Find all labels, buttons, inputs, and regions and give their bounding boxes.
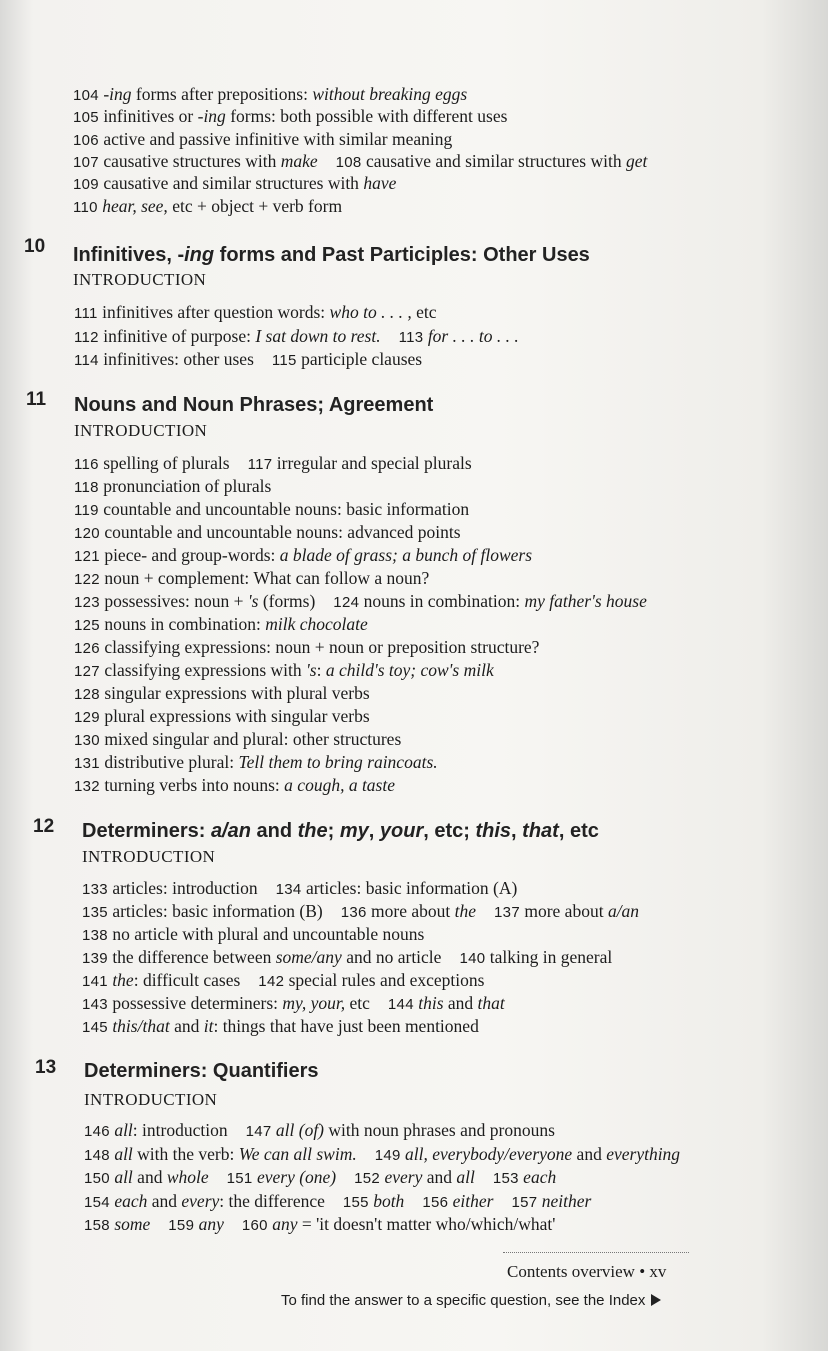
entry-number: 147 <box>245 1123 272 1140</box>
entry-text: countable and uncountable nouns: basic information <box>98 499 470 519</box>
entry-number: 135 <box>82 904 108 921</box>
entry-number: 105 <box>73 109 99 127</box>
entry-text: etc <box>411 302 437 322</box>
entry-number: 120 <box>74 525 100 542</box>
entry-italic-text: the <box>454 901 477 921</box>
entry-text: causative and similar structures with <box>361 150 626 171</box>
entry-text: plural expressions with singular verbs <box>99 706 370 726</box>
contents-entry <box>73 173 396 195</box>
contents-entry <box>74 545 532 567</box>
entry-text: infinitives after question words: <box>97 302 330 322</box>
contents-entry <box>82 901 639 923</box>
right-triangle-icon <box>651 1294 661 1306</box>
entry-number: 108 <box>335 153 362 171</box>
contents-entry <box>82 1016 479 1038</box>
entry-number: 113 <box>398 328 424 346</box>
contents-entry <box>82 924 424 946</box>
entry-text: and <box>443 993 478 1013</box>
entry-text: spelling of plurals <box>98 453 230 473</box>
entry-text: : difficult cases <box>133 970 241 990</box>
entry-number: 133 <box>82 881 108 898</box>
entry-text: special rules and exceptions <box>284 970 485 990</box>
entry-text: active and passive infinitive with similar meaning <box>98 128 453 149</box>
entry-number: 138 <box>82 927 108 944</box>
contents-entry <box>74 326 519 348</box>
entry-number: 132 <box>74 778 100 795</box>
entry-number: 149 <box>374 1146 401 1164</box>
chapter-title: Determiners: a/an and the; my, your, etc; this, that, etc <box>82 820 599 842</box>
contents-entry <box>74 499 469 521</box>
contents-entry <box>84 1120 555 1142</box>
contents-entry <box>73 84 467 106</box>
entry-text: noun + complement: What can follow a noun? <box>99 568 430 588</box>
contents-entry <box>84 1214 555 1236</box>
entry-italic-text: every <box>384 1167 423 1187</box>
entry-number: 131 <box>74 755 100 772</box>
entry-italic-text: without breaking eggs <box>312 84 468 104</box>
contents-entry <box>73 151 647 173</box>
entry-number: 118 <box>74 479 99 496</box>
entry-text: : the difference <box>219 1190 325 1211</box>
entry-text: nouns in combination: <box>99 614 266 634</box>
entry-number: 146 <box>84 1123 110 1140</box>
entry-number: 106 <box>73 131 99 149</box>
entry-text: (forms) <box>258 591 316 611</box>
contents-entry <box>82 993 505 1015</box>
entry-italic-text: We can all swim. <box>238 1143 357 1164</box>
entry-italic-text: either <box>452 1190 494 1211</box>
chapter-number: 11 <box>26 389 47 410</box>
contents-entry <box>74 522 461 544</box>
entry-number: 123 <box>74 594 100 611</box>
entry-italic-text: ing <box>109 84 132 104</box>
entry-number: 154 <box>84 1193 110 1211</box>
entry-italic-text: my, your, <box>282 993 346 1013</box>
entry-text: articles: introduction <box>107 878 258 898</box>
entry-text: = 'it doesn't matter who/which/what' <box>297 1214 556 1234</box>
entry-text: with noun phrases and pronouns <box>324 1120 555 1140</box>
contents-entry <box>73 129 452 151</box>
contents-entry <box>84 1191 591 1213</box>
entry-italic-text: for . . . to . . . <box>423 325 519 346</box>
entry-italic-text: who to . . . , <box>329 302 412 322</box>
entry-number: 124 <box>333 594 360 611</box>
entry-number: 134 <box>275 881 302 898</box>
entry-text: : <box>316 660 326 680</box>
entry-italic-text: both <box>373 1190 405 1211</box>
entry-number: 117 <box>247 456 273 473</box>
index-hint-text: To find the answer to a specific question, see the Index <box>281 1292 646 1309</box>
introduction-label: INTRODUCTION <box>82 847 216 866</box>
entry-number: 158 <box>84 1217 110 1234</box>
entry-number: 110 <box>73 198 98 216</box>
chapter-title: Nouns and Noun Phrases; Agreement <box>74 394 434 416</box>
entry-text: and <box>147 1190 182 1211</box>
entry-italic-text: a cough, a taste <box>284 775 395 795</box>
entry-italic-text: some/any <box>275 947 342 967</box>
entry-text: countable and uncountable nouns: advanced points <box>99 522 461 542</box>
entry-text: nouns in combination: <box>359 591 525 611</box>
introduction-label: INTRODUCTION <box>74 421 208 440</box>
entry-number: 107 <box>73 153 99 171</box>
entry-italic-text: some <box>114 1214 151 1234</box>
entry-italic-text: all <box>114 1143 133 1164</box>
entry-number: 130 <box>74 732 100 749</box>
entry-text: causative structures with <box>98 150 281 171</box>
entry-number: 111 <box>74 305 98 322</box>
contents-entry <box>82 878 517 900</box>
contents-entry <box>74 349 422 371</box>
entry-text: and <box>169 1016 204 1036</box>
entry-italic-text: each <box>523 1167 557 1187</box>
entry-text: - <box>98 84 110 104</box>
contents-entry <box>74 476 271 498</box>
entry-text: and no article <box>341 947 442 967</box>
entry-text: participle clauses <box>296 349 423 369</box>
contents-entry <box>82 970 484 992</box>
contents-entry <box>74 752 438 774</box>
dotted-rule <box>503 1252 689 1253</box>
entry-number: 126 <box>74 640 100 657</box>
entry-italic-text: milk chocolate <box>265 614 368 634</box>
entry-italic-text: all <box>114 1120 133 1140</box>
chapter-title: Determiners: Quantifiers <box>84 1060 319 1082</box>
chapter-title: Infinitives, -ing forms and Past Participles: Other Uses <box>73 244 590 266</box>
introduction-label: INTRODUCTION <box>73 270 207 289</box>
entry-text: the difference between <box>107 947 276 967</box>
entry-italic-text: 's <box>306 660 317 680</box>
contents-entry <box>84 1167 556 1189</box>
contents-entry <box>74 568 429 590</box>
entry-italic-text: whole <box>166 1167 209 1187</box>
entry-number: 156 <box>422 1193 449 1211</box>
entry-number: 127 <box>74 663 100 680</box>
entry-text: with the verb: <box>132 1143 239 1164</box>
entry-italic-text: everything <box>606 1143 681 1164</box>
contents-entry <box>74 775 395 797</box>
entry-number: 121 <box>74 548 100 565</box>
entry-italic-text: hear, see, <box>102 195 168 216</box>
entry-number: 148 <box>84 1146 110 1164</box>
entry-text: more about <box>366 901 455 921</box>
entry-number: 143 <box>82 996 108 1013</box>
contents-entry <box>74 591 647 613</box>
entry-text: classifying expressions: noun + noun or preposition structure? <box>99 637 540 657</box>
entry-number: 144 <box>387 996 414 1013</box>
entry-number: 112 <box>74 328 99 346</box>
entry-number: 150 <box>84 1170 110 1187</box>
entry-text: possessives: noun + <box>99 591 248 611</box>
entry-italic-text: all <box>114 1167 133 1187</box>
entry-number: 153 <box>492 1170 519 1187</box>
introduction-label: INTRODUCTION <box>84 1090 218 1109</box>
entry-text: singular expressions with plural verbs <box>99 683 370 703</box>
entry-text: infinitives: other uses <box>98 349 254 369</box>
contents-entry <box>74 683 370 705</box>
entry-italic-text: any <box>272 1214 298 1234</box>
contents-entry <box>84 1144 680 1166</box>
chapter-number: 13 <box>35 1057 57 1078</box>
entry-italic-text: 's <box>247 591 259 611</box>
entry-number: 104 <box>73 87 99 104</box>
entry-number: 139 <box>82 950 108 967</box>
entry-number: 136 <box>340 904 367 921</box>
entry-number: 122 <box>74 571 100 588</box>
entry-text: and <box>132 1167 167 1187</box>
entry-text: irregular and special plurals <box>272 453 472 473</box>
entry-number: 140 <box>459 950 486 967</box>
entry-number: 152 <box>354 1170 381 1187</box>
entry-italic-text: all (of) <box>275 1120 325 1140</box>
entry-number: 116 <box>74 456 99 473</box>
entry-italic-text: all <box>456 1167 475 1187</box>
entry-text: distributive plural: <box>99 752 239 772</box>
contents-entry <box>74 302 437 324</box>
entry-text: : introduction <box>132 1120 228 1140</box>
entry-text: turning verbs into nouns: <box>99 775 285 795</box>
entry-text: etc <box>345 993 370 1013</box>
index-hint <box>281 1292 661 1309</box>
entry-text: piece- and group-words: <box>99 545 280 565</box>
entry-text: and <box>572 1143 607 1164</box>
contents-entry <box>73 196 342 218</box>
contents-entry <box>74 637 539 659</box>
entry-italic-text: every <box>181 1190 220 1211</box>
entry-number: 137 <box>494 904 520 921</box>
chapter-number: 12 <box>33 816 55 837</box>
entry-italic-text: I sat down to rest. <box>255 325 381 346</box>
entry-number: 109 <box>73 176 99 194</box>
entry-text: classifying expressions with <box>99 660 307 680</box>
entry-number: 160 <box>241 1217 268 1234</box>
entry-italic-text: make <box>280 150 318 171</box>
entry-number: 115 <box>271 352 297 369</box>
entry-italic-text: a child's toy; cow's milk <box>325 660 494 680</box>
entry-text: causative and similar structures with <box>98 173 364 194</box>
entry-italic-text: that <box>477 993 505 1013</box>
entry-text: forms: both possible with different uses <box>225 106 508 127</box>
entry-number: 119 <box>74 502 99 519</box>
entry-text: etc + object + verb form <box>167 195 343 216</box>
chapter-number: 10 <box>24 236 46 257</box>
entry-text: no article with plural and uncountable nouns <box>107 924 425 944</box>
contents-entry <box>74 660 494 682</box>
entry-number: 114 <box>74 352 99 369</box>
entry-number: 159 <box>168 1217 195 1234</box>
contents-entry <box>74 453 472 475</box>
entry-number: 155 <box>342 1193 369 1211</box>
entry-number: 142 <box>258 973 285 990</box>
contents-overview-link: Contents overview • xv <box>507 1262 667 1281</box>
entry-italic-text: each <box>114 1190 148 1211</box>
entry-italic-text: a blade of grass; a bunch of flowers <box>279 545 533 565</box>
entry-italic-text: have <box>363 173 397 194</box>
entry-number: 145 <box>82 1019 108 1036</box>
entry-italic-text: any <box>198 1214 224 1234</box>
entry-text: articles: basic information (B) <box>107 901 323 921</box>
contents-entry <box>82 947 612 969</box>
entry-italic-text: get <box>625 150 648 171</box>
entry-number: 128 <box>74 686 100 703</box>
entry-text: pronunciation of plurals <box>98 476 272 496</box>
entry-italic-text: all, everybody/everyone <box>405 1143 573 1164</box>
entry-text: forms after prepositions: <box>131 84 313 104</box>
entry-italic-text: this/that <box>112 1016 170 1036</box>
entry-text: mixed singular and plural: other structures <box>99 729 402 749</box>
entry-italic-text: neither <box>541 1190 592 1211</box>
entry-italic-text: this <box>418 993 444 1013</box>
entry-italic-text: the <box>112 970 134 990</box>
contents-entry <box>73 106 507 128</box>
entry-number: 151 <box>226 1170 253 1187</box>
entry-number: 129 <box>74 709 100 726</box>
entry-text: more about <box>519 901 608 921</box>
contents-entry <box>74 614 368 636</box>
contents-entry <box>74 729 401 751</box>
entry-text: talking in general <box>485 947 613 967</box>
entry-italic-text: my father's house <box>524 591 647 611</box>
entry-italic-text: ing <box>203 106 226 127</box>
entry-number: 141 <box>82 973 108 990</box>
entry-number: 157 <box>511 1193 538 1211</box>
entry-text: : things that have just been mentioned <box>213 1016 479 1036</box>
entry-number: 125 <box>74 617 100 634</box>
entry-italic-text: it <box>203 1016 214 1036</box>
entry-italic-text: a/an <box>607 901 640 921</box>
entry-text: infinitive of purpose: <box>98 325 256 346</box>
contents-entry <box>74 706 370 728</box>
entry-italic-text: every (one) <box>256 1167 337 1187</box>
entry-text: articles: basic information (A) <box>301 878 518 898</box>
entry-text: and <box>422 1167 457 1187</box>
entry-text: infinitives or - <box>98 106 204 127</box>
entry-italic-text: Tell them to bring raincoats. <box>238 752 438 772</box>
entry-text: possessive determiners: <box>107 993 283 1013</box>
